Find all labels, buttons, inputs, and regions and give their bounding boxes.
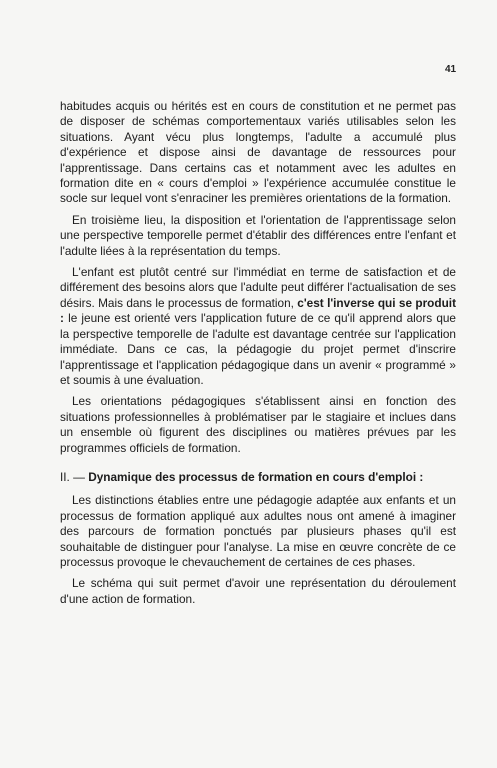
section-number: II. — <box>60 469 85 484</box>
page-number: 41 <box>445 64 457 75</box>
paragraph-text: le jeune est orienté vers l'application future de ce qu'il apprend alors que la perspective temporelle de l'adulte est davantage centrée sur l'application immédiate. Dans ce cas, la pédagogie du projet permet d'inscrire l'apprentissage et l'application pédagogique dans un avenir « programmé » et soumis à une évaluation. <box>60 311 456 387</box>
section-heading <box>60 470 456 485</box>
paragraph: habitudes acquis ou hérités est en cours de constitution et ne permet pas de disposer de schémas comportementaux variés utilisables selon les situations. Ayant vécu plus longtemps, l'adulte a accumulé plus d'expérience et dispose ainsi de davantage de ressources pour l'apprentissage. Dans certains cas et notamment avec les adultes en formation dite en « cours d'emploi » l'expérience accumulée constitue le socle sur lequel vont s'enraciner les premières orientations de la formation. <box>60 99 456 206</box>
paragraph-text: L'enfant est plutôt centré sur l'immédiat en terme de satisfaction et de différement des besoins alors que l'adulte peut différer l'actualisation de ses désirs. Mais dans le processus de formation, <box>60 265 456 310</box>
paragraph <box>60 265 456 388</box>
paragraph: Les orientations pédagogiques s'établissent ainsi en fonction des situations professionnelles à problématiser par le stagiaire et inclues dans un ensemble où figurent des disciplines ou matières prévues par les programmes officiels de formation. <box>60 394 456 455</box>
page-body <box>60 99 456 613</box>
emphasis-text: c'est l'inverse qui se produit : <box>60 295 456 326</box>
paragraph: Les distinctions établies entre une pédagogie adaptée aux enfants et un processus de formation appliqué aux adultes nous ont amené à imaginer des parcours de formation ponctués par plusieurs phases qu'il est souhaitable de distinguer pour l'analyse. La mise en œuvre concrète de ce processus provoque le chevauchement de certaines de ces phases. <box>60 493 456 569</box>
paragraph: En troisième lieu, la disposition et l'orientation de l'apprentissage selon une perspective temporelle permet d'établir des différences entre l'enfant et l'adulte liées à la représentation du temps. <box>60 212 456 258</box>
section-title: Dynamique des processus de formation en cours d'emploi : <box>88 469 424 484</box>
paragraph: Le schéma qui suit permet d'avoir une représentation du déroulement d'une action de formation. <box>60 576 456 606</box>
